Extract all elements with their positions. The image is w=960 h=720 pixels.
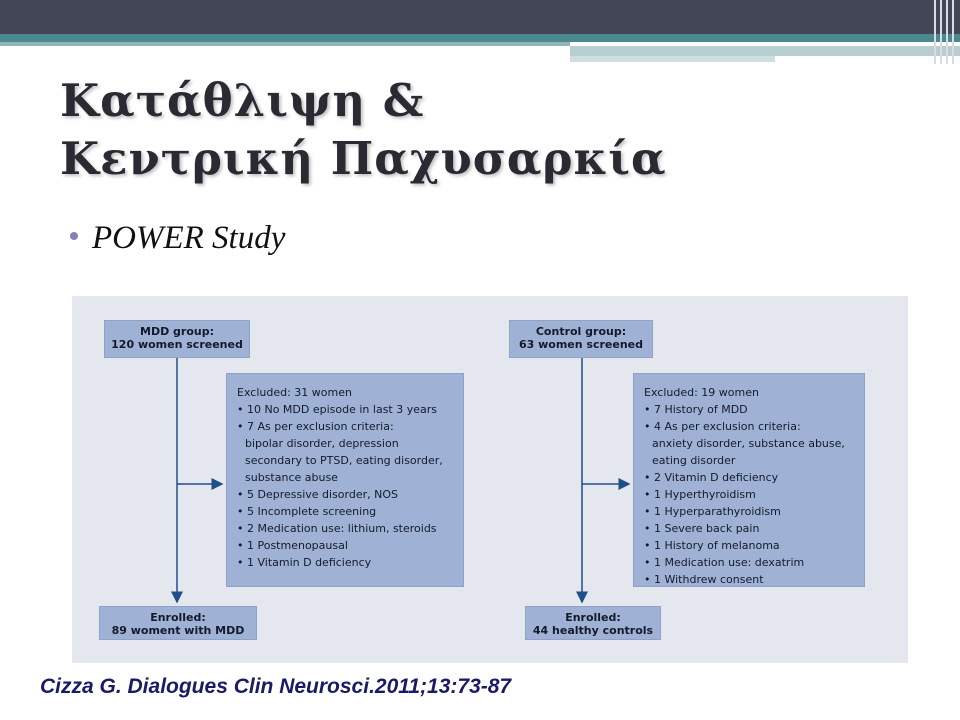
bullet-item (70, 220, 285, 257)
mdd-screened-count: 120 women screened (111, 338, 243, 351)
title-line-2: Κεντρική Παχυσαρκία (60, 132, 667, 185)
control-excluded-box (633, 373, 865, 587)
control-excluded-line: • 1 Hyperthyroidism (644, 488, 756, 501)
control-excluded-line: • 1 History of melanoma (644, 539, 780, 552)
bullet-icon (70, 232, 78, 240)
control-excluded-line: eating disorder (652, 454, 736, 467)
mdd-excluded-line: secondary to PTSD, eating disorder, (245, 454, 443, 467)
mdd-enrolled-count: 89 woment with MDD (111, 624, 245, 637)
control-excluded-line: anxiety disorder, substance abuse, (652, 437, 845, 450)
control-excluded-line: Excluded: 19 women (644, 386, 759, 399)
mdd-excluded-line: • 5 Incomplete screening (237, 505, 377, 518)
control-excluded-line: • 1 Severe back pain (644, 522, 760, 535)
mdd-excluded-line: • 5 Depressive disorder, NOS (237, 488, 399, 501)
control-enrolled-count: 44 healthy controls (532, 624, 654, 637)
control-enrolled-box (525, 606, 661, 640)
mdd-screened-box (104, 320, 250, 358)
mdd-enrolled-box (99, 606, 257, 640)
mdd-excluded-box (226, 373, 464, 587)
control-excluded-line: • 1 Medication use: dexatrim (644, 556, 805, 569)
control-excluded-line: • 4 As per exclusion criteria: (644, 420, 801, 433)
mdd-excluded-line: bipolar disorder, depression (245, 437, 399, 450)
accent-bar-left (0, 42, 570, 46)
mdd-excluded-line: • 1 Vitamin D deficiency (237, 556, 372, 569)
control-screened-count: 63 women screened (518, 338, 644, 351)
corner-stripes (930, 0, 960, 64)
control-screened-label: Control group: (535, 325, 627, 338)
control-excluded-line: • 2 Vitamin D deficiency (644, 471, 779, 484)
mdd-enrolled-label: Enrolled: (150, 611, 206, 624)
mdd-excluded-line: Excluded: 31 women (237, 386, 352, 399)
mdd-excluded-line: substance abuse (245, 471, 338, 484)
control-excluded-line: • 1 Withdrew consent (644, 573, 764, 586)
accent-bar-right-lower (570, 56, 775, 62)
mdd-screened-label: MDD group: (140, 325, 214, 338)
mdd-excluded-line: • 2 Medication use: lithium, steroids (237, 522, 437, 535)
mdd-excluded-line: • 10 No MDD episode in last 3 years (237, 403, 438, 416)
accent-bar-right (570, 46, 960, 56)
control-screened-box (509, 320, 653, 358)
slide-title (60, 72, 667, 188)
flow-diagram (72, 296, 908, 663)
title-line-1: Κατάθλιψη & (60, 74, 425, 127)
top-bar (0, 0, 960, 34)
control-excluded-line: • 1 Hyperparathyroidism (644, 505, 781, 518)
control-enrolled-label: Enrolled: (565, 611, 621, 624)
control-excluded-line: • 7 History of MDD (644, 403, 748, 416)
bullet-text: POWER Study (92, 220, 286, 256)
mdd-excluded-line: • 7 As per exclusion criteria: (237, 420, 394, 433)
accent-bar (0, 34, 960, 42)
citation-text: Cizza G. Dialogues Clin Neurosci.2011;13:73-87 (40, 675, 512, 698)
mdd-excluded-line: • 1 Postmenopausal (237, 539, 348, 552)
